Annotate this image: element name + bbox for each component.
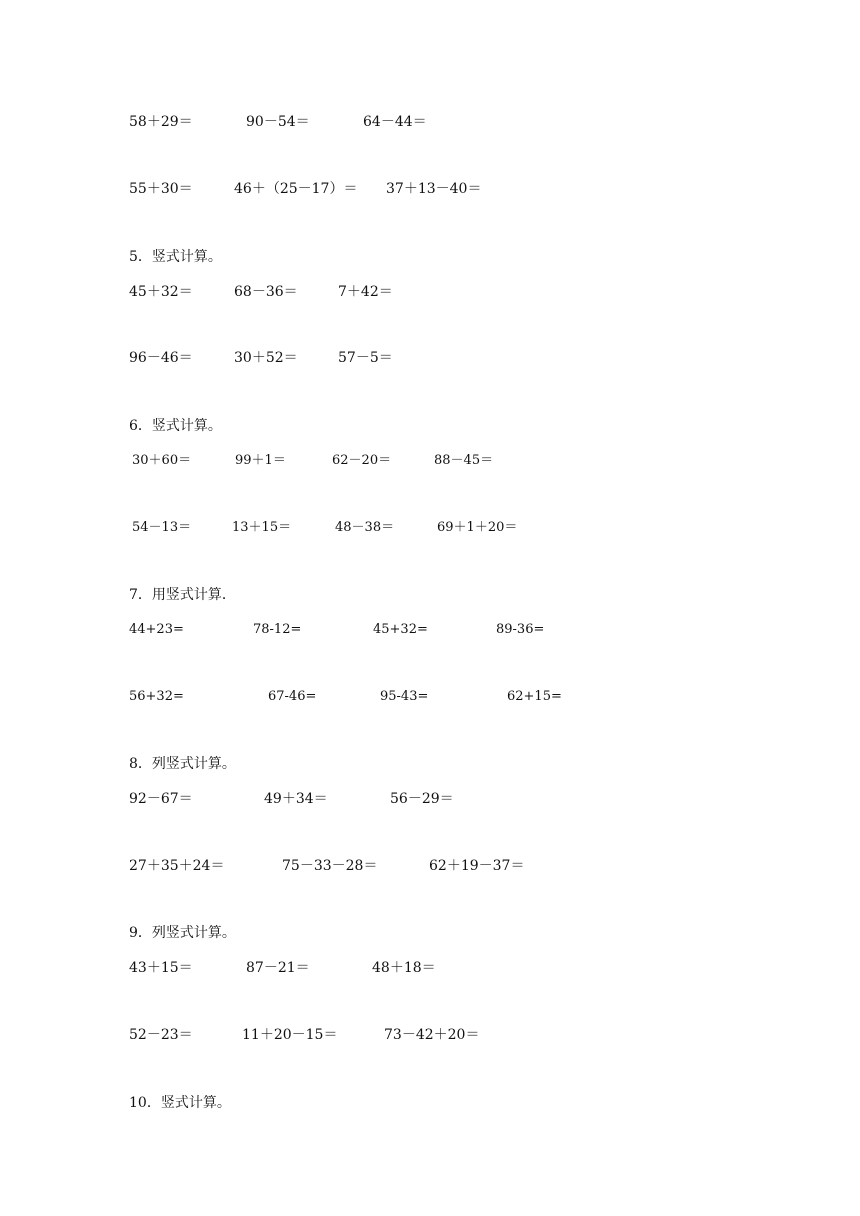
problem: 30＋52＝ <box>234 350 298 366</box>
problem: 52－23＝ <box>129 1027 193 1043</box>
problem: 11＋20－15＝ <box>242 1027 338 1043</box>
problem: 37＋13－40＝ <box>386 181 482 197</box>
problem: 48＋18＝ <box>372 960 436 976</box>
problem: 45＋32＝ <box>129 284 193 300</box>
problem: 87－21＝ <box>246 960 310 976</box>
problem: 58＋29＝ <box>129 114 193 130</box>
problem: 45+32= <box>373 622 428 637</box>
problem: 67-46= <box>268 689 317 704</box>
problem: 95-43= <box>380 689 429 704</box>
problem: 73－42＋20＝ <box>384 1027 480 1043</box>
problem: 62＋19－37＝ <box>429 858 525 874</box>
problem: 57－5＝ <box>338 350 393 366</box>
problem: 89-36= <box>496 622 545 637</box>
problem: 64－44＝ <box>363 114 427 130</box>
problem: 55＋30＝ <box>129 181 193 197</box>
problem: 13＋15＝ <box>232 520 292 535</box>
problem: 48－38＝ <box>335 520 395 535</box>
problem: 99＋1＝ <box>235 453 286 468</box>
problem: 27＋35＋24＝ <box>129 858 225 874</box>
problem: 96－46＝ <box>129 350 193 366</box>
problem: 88－45＝ <box>434 453 494 468</box>
problem: 49＋34＝ <box>264 791 328 807</box>
problem: 62+15= <box>507 689 562 704</box>
problem: 75－33－28＝ <box>282 858 378 874</box>
problem: 7＋42＝ <box>338 284 393 300</box>
problem: 43＋15＝ <box>129 960 193 976</box>
problem: 44+23= <box>129 622 184 637</box>
problem: 69＋1＋20＝ <box>437 520 518 535</box>
problem: 54－13＝ <box>132 520 192 535</box>
question-title: 6．竖式计算。 <box>129 418 222 434</box>
problem: 56－29＝ <box>390 791 454 807</box>
problem: 78-12= <box>253 622 302 637</box>
problem: 62－20＝ <box>332 453 392 468</box>
problem: 90－54＝ <box>246 114 310 130</box>
problem: 46＋（25－17）＝ <box>234 181 358 197</box>
problem: 56+32= <box>129 689 184 704</box>
question-title: 8．列竖式计算。 <box>129 756 236 772</box>
question-title: 9．列竖式计算。 <box>129 925 236 941</box>
problem: 68－36＝ <box>234 284 298 300</box>
question-title: 10．竖式计算。 <box>129 1095 231 1111</box>
problem: 92－67＝ <box>129 791 193 807</box>
problem: 30＋60＝ <box>132 453 192 468</box>
question-title: 7．用竖式计算． <box>129 587 236 603</box>
question-title: 5．竖式计算。 <box>129 249 222 265</box>
